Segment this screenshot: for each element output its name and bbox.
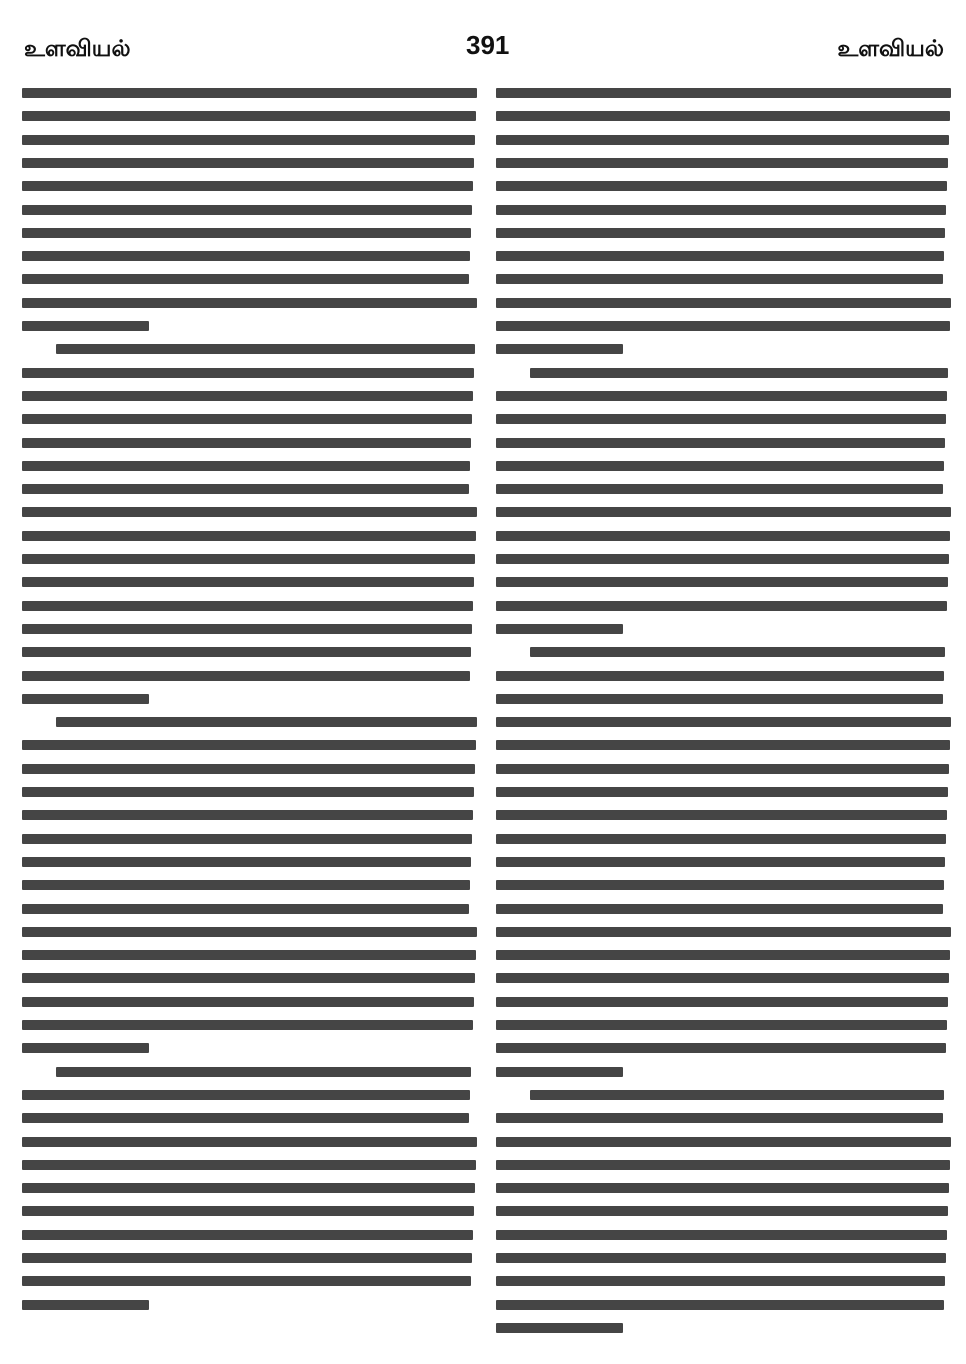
text-line [496,834,946,844]
text-line [496,1323,623,1333]
text-line [22,764,475,774]
text-line [22,181,473,191]
text-line [22,531,476,541]
text-line [22,1276,471,1286]
text-line [496,927,951,937]
text-line [496,158,948,168]
text-line [22,414,472,424]
text-line [22,927,477,937]
text-line [22,1090,470,1100]
text-line [496,904,943,914]
text-line [22,298,477,308]
text-line [530,368,948,378]
text-line [496,810,947,820]
text-line [22,1137,477,1147]
text-line [22,554,475,564]
text-line [22,624,472,634]
text-line [530,1090,944,1100]
text-line [22,111,476,121]
text-line [22,1253,472,1263]
text-line [496,1183,949,1193]
text-line [22,647,471,657]
text-line [22,694,149,704]
text-line [496,461,944,471]
text-line [496,1043,946,1053]
text-line [496,391,947,401]
text-line [22,997,474,1007]
text-line [496,274,943,284]
text-line [22,904,469,914]
text-line [496,438,945,448]
text-line [496,717,951,727]
text-line [22,973,475,983]
text-line [22,1043,149,1053]
text-line [22,228,471,238]
text-line [496,205,946,215]
text-line [496,973,949,983]
text-line [22,438,471,448]
text-line [496,531,950,541]
text-column-right [496,82,951,1344]
text-line [22,461,470,471]
text-line [496,577,948,587]
text-line [22,158,474,168]
text-line [496,740,950,750]
text-line [22,1206,474,1216]
text-line [496,1276,945,1286]
text-line [496,1113,943,1123]
text-line [496,880,944,890]
text-line [22,368,474,378]
text-line [496,1137,951,1147]
text-line [496,88,951,98]
text-line [496,554,949,564]
text-column-left [22,82,477,1344]
text-line [496,787,948,797]
text-line [496,1300,944,1310]
text-line [22,810,473,820]
text-line [56,717,477,727]
text-line [496,601,947,611]
text-line [22,1183,475,1193]
text-line [22,1113,469,1123]
text-line [22,205,472,215]
text-line [22,950,476,960]
text-line [530,647,945,657]
text-line [22,787,474,797]
text-line [56,344,475,354]
text-line [496,764,949,774]
text-line [22,321,149,331]
text-line [22,135,475,145]
text-line [496,1230,947,1240]
text-line [22,1300,149,1310]
text-line [496,181,947,191]
text-line [22,880,470,890]
text-line [22,1020,473,1030]
text-line [496,997,948,1007]
text-line [22,601,473,611]
text-line [22,484,469,494]
text-line [496,1253,946,1263]
text-line [496,1020,947,1030]
text-line [22,88,477,98]
text-line [496,321,950,331]
text-line [496,1067,623,1077]
text-line [22,251,470,261]
text-line [22,577,474,587]
text-line [496,671,944,681]
text-line [496,1160,950,1170]
text-line [496,507,951,517]
text-line [496,414,946,424]
text-line [22,671,470,681]
text-line [496,484,943,494]
text-line [496,111,950,121]
text-line [56,1067,471,1077]
page-header [0,0,966,62]
text-line [496,251,944,261]
text-line [22,507,477,517]
text-line [22,391,473,401]
text-line [496,1206,948,1216]
running-title-right: உளவியல் [837,36,944,62]
text-line [496,344,623,354]
text-line [496,694,943,704]
running-title-left: உளவியல் [24,36,131,62]
text-line [22,274,469,284]
text-line [496,857,945,867]
text-line [496,228,945,238]
page-number: 391 [466,30,510,60]
text-line [22,740,476,750]
text-line [496,950,950,960]
text-line [22,857,471,867]
text-line [496,298,951,308]
text-line [22,1160,476,1170]
text-line [22,1230,473,1240]
text-line [496,135,949,145]
text-line [496,624,623,634]
text-line [22,834,472,844]
